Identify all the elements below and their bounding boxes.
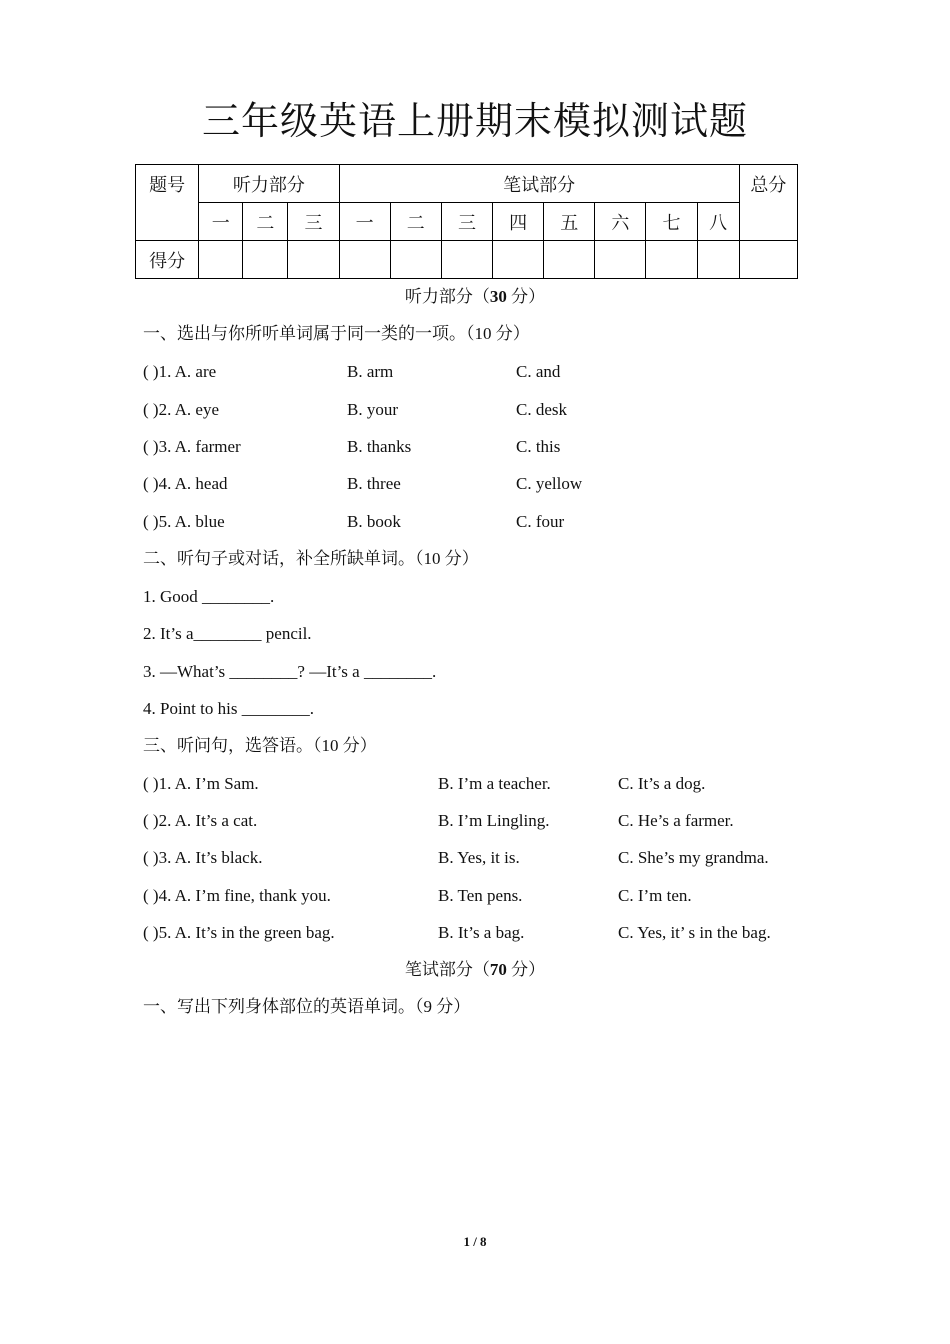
score-cell[interactable]	[646, 241, 697, 279]
fill-line: 2. It’s a________ pencil.	[143, 624, 312, 643]
written-col: 三	[441, 203, 492, 241]
written-col: 二	[390, 203, 441, 241]
written-label: 笔试部分	[339, 165, 739, 203]
score-cell[interactable]	[199, 241, 243, 279]
written-col: 四	[493, 203, 544, 241]
score-cell[interactable]	[493, 241, 544, 279]
listening-part2-title: 二、听句子或对话，补全所缺单词。（10 分）	[143, 549, 479, 568]
score-cell[interactable]	[441, 241, 492, 279]
written-col: 六	[595, 203, 646, 241]
written-col: 七	[646, 203, 697, 241]
score-cell[interactable]	[739, 241, 797, 279]
fill-line: 3. —What’s ________? —It’s a ________.	[143, 662, 437, 681]
listening-col: 二	[243, 203, 288, 241]
score-cell[interactable]	[243, 241, 288, 279]
score-cell[interactable]	[390, 241, 441, 279]
score-cell[interactable]	[544, 241, 595, 279]
listening-label: 听力部分	[199, 165, 339, 203]
written-col: 五	[544, 203, 595, 241]
score-cell[interactable]	[595, 241, 646, 279]
total-label: 总分	[739, 165, 797, 241]
written-col: 一	[339, 203, 390, 241]
listening-heading: 听力部分（30 分）	[404, 287, 546, 306]
page-title: 三年级英语上册期末模拟测试题	[201, 101, 748, 143]
score-table	[135, 164, 798, 279]
listening-part3-title: 三、听问句，选答语。（10 分）	[143, 736, 377, 755]
score-cell[interactable]	[288, 241, 339, 279]
written-part1-title: 一、写出下列身体部位的英语单词。（9 分）	[143, 997, 471, 1016]
fill-line: 1. Good ________.	[143, 587, 275, 606]
score-cell[interactable]	[339, 241, 390, 279]
written-heading: 笔试部分（70 分）	[404, 960, 546, 979]
score-cell[interactable]	[697, 241, 739, 279]
page-number: 1 / 8	[463, 1234, 487, 1249]
written-col: 八	[697, 203, 739, 241]
fill-line: 4. Point to his ________.	[143, 699, 314, 718]
listening-col: 一	[199, 203, 243, 241]
listening-col: 三	[288, 203, 339, 241]
question-number-label: 题号	[136, 165, 199, 241]
score-label: 得分	[136, 241, 199, 279]
listening-part1-title: 一、选出与你所听单词属于同一类的一项。（10 分）	[143, 324, 530, 343]
